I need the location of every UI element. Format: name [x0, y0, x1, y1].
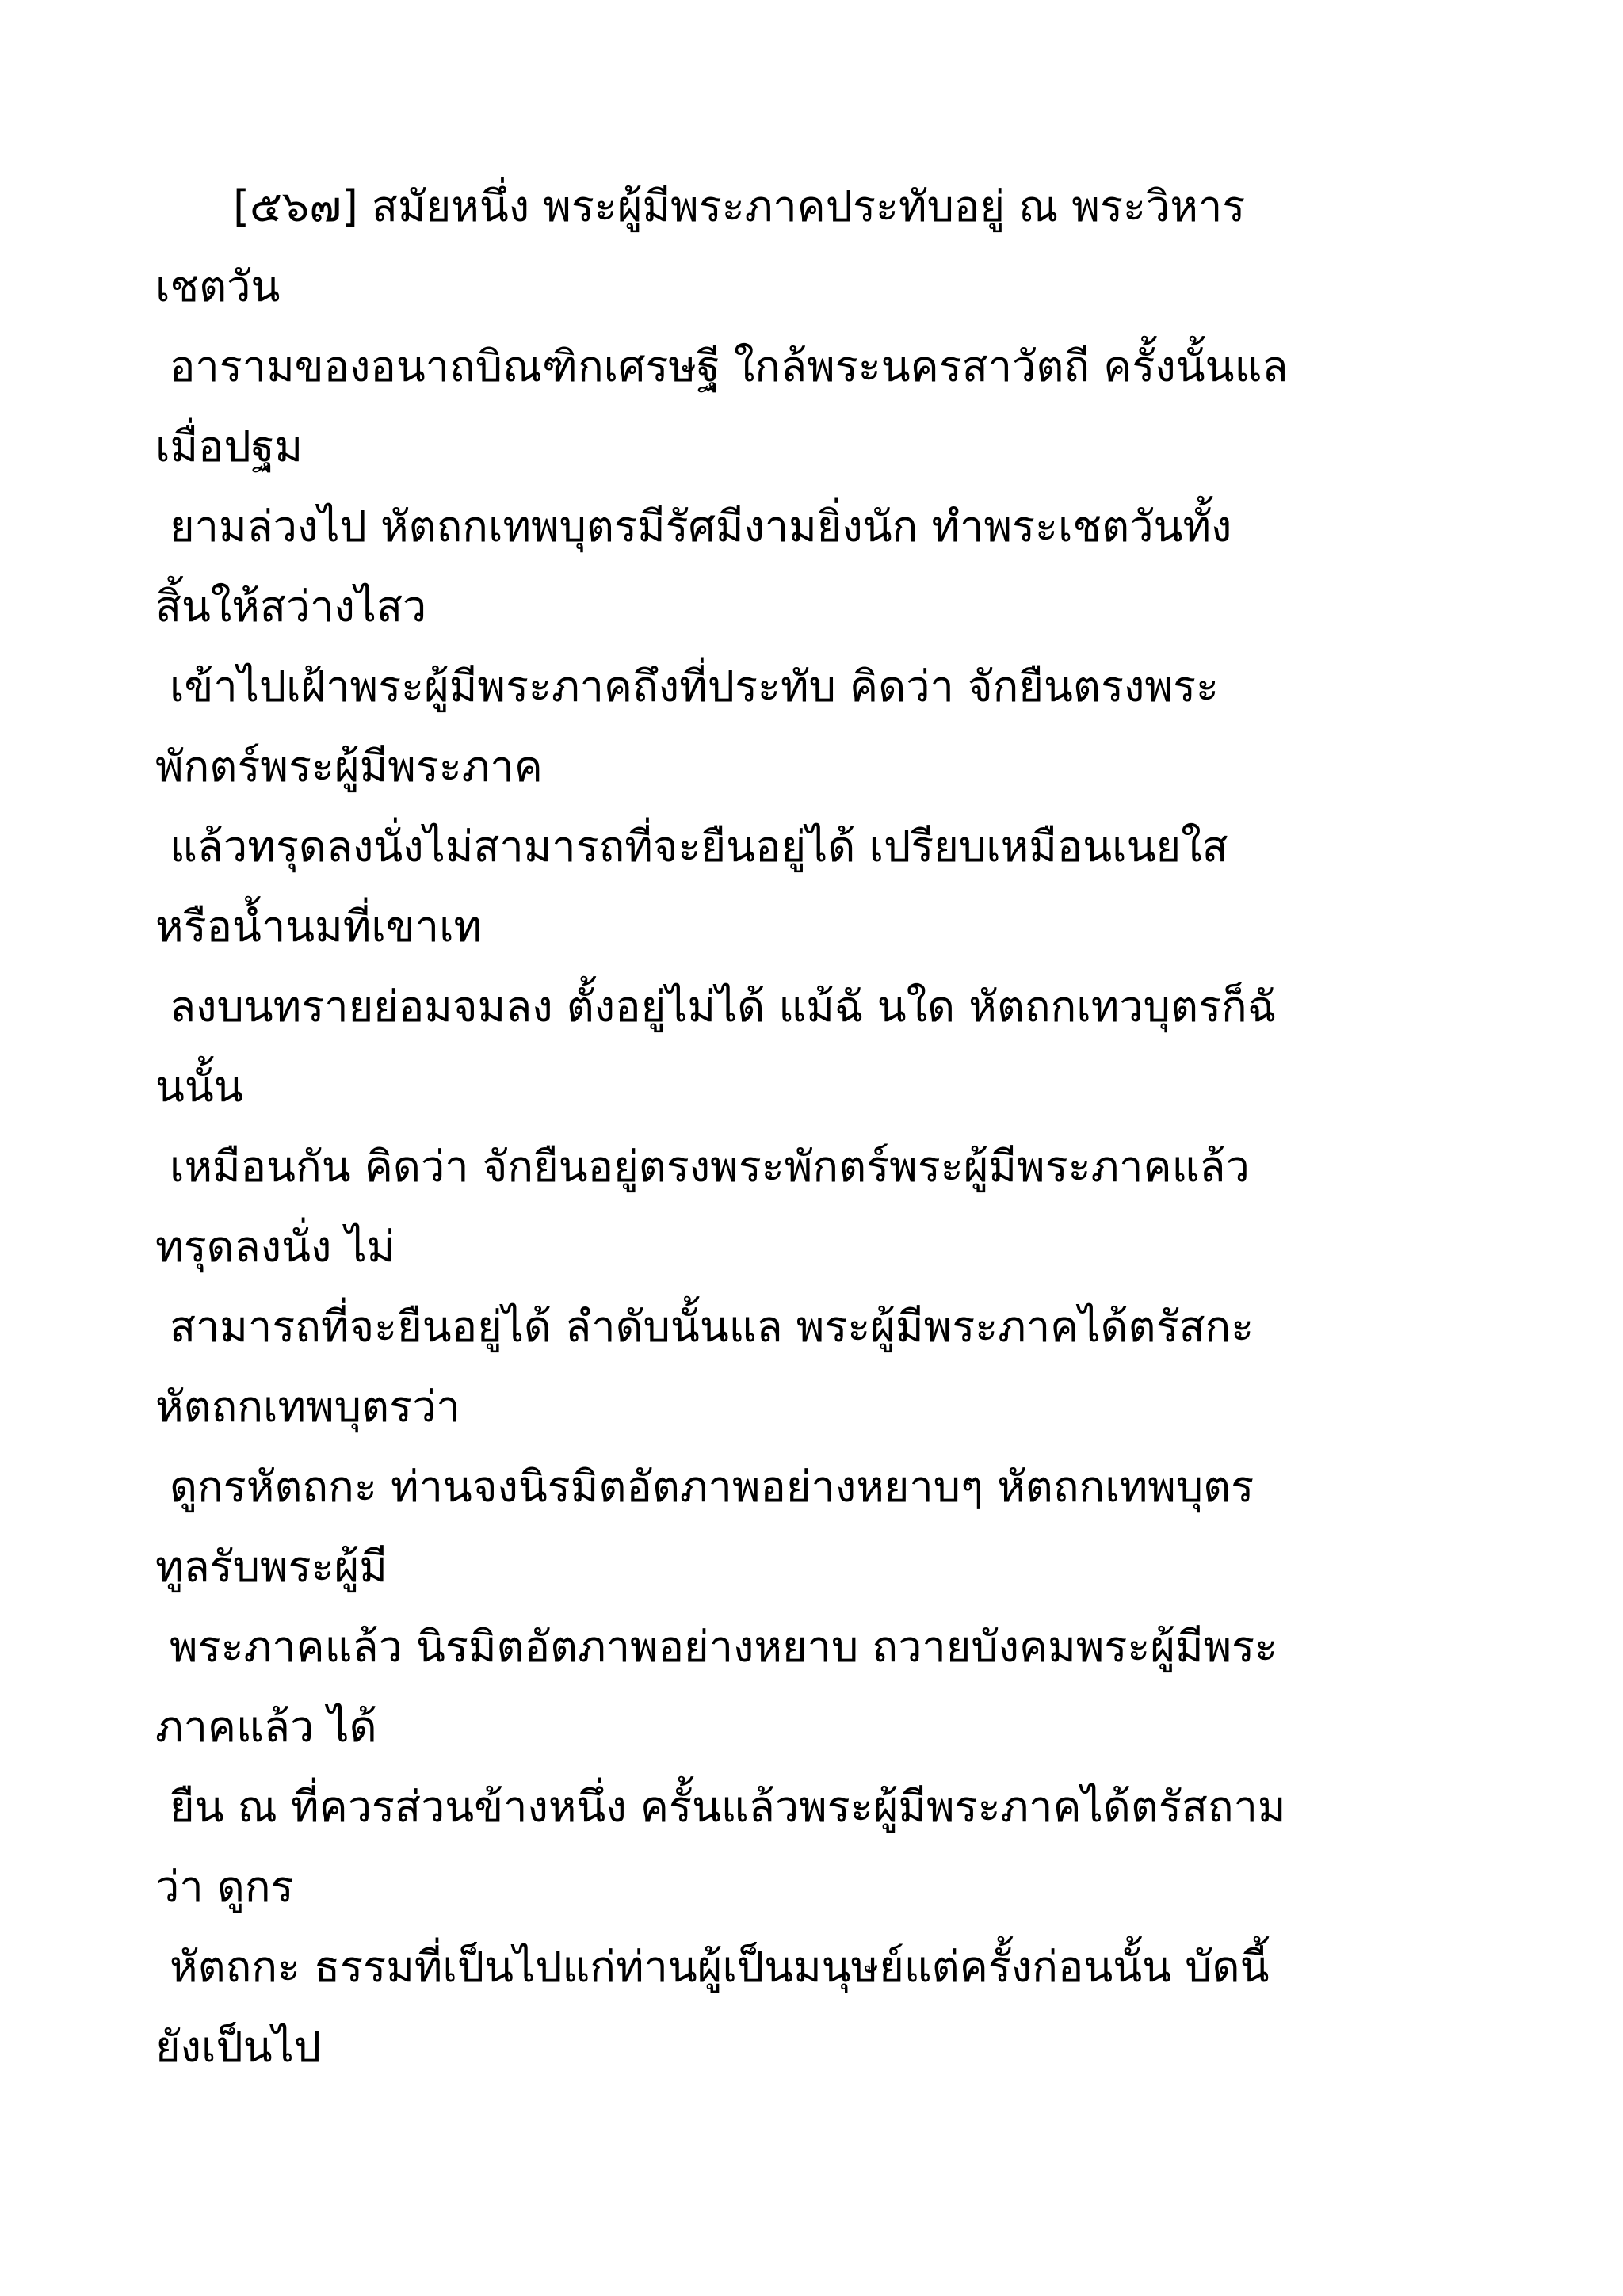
text-line: แล้วทรุดลงนั่งไม่สามารถที่จะยืนอยู่ได้ เปรียบเหมือนเนยใส — [170, 822, 1228, 871]
text-line: ว่า ดูกร — [155, 1862, 294, 1912]
text-line: ดูกรหัตถกะ ท่านจงนิรมิตอัตภาพอย่างหยาบๆ หัตถกเทพบุตร — [170, 1462, 1254, 1512]
text-line: เชตวัน — [155, 261, 281, 311]
text-line: หัตถกะ ธรรมที่เป็นไปแก่ท่านผู้เป็นมนุษย์แต่ครั้งก่อนนั้น บัดนี้ — [170, 1942, 1270, 1992]
text-line: ยังเป็นไป — [155, 2022, 322, 2072]
text-line: สามารถที่จะยืนอยู่ได้ ลำดับนั้นแล พระผู้มีพระภาคได้ตรัสกะ — [170, 1302, 1254, 1352]
text-line: พักตร์พระผู้มีพระภาค — [155, 742, 543, 791]
text-line: เมื่อปฐม — [155, 421, 304, 471]
text-line: ยามล่วงไป หัตถกเทพบุตรมีรัศมีงามยิ่งนัก ทำพระเชตวันทั้ง — [170, 502, 1232, 551]
text-line: ยืน ณ ที่ควรส่วนข้างหนึ่ง ครั้นแล้วพระผู้มีพระภาคได้ตรัสถาม — [170, 1782, 1286, 1832]
text-line: หรือน้ำนมที่เขาเท — [155, 902, 483, 952]
text-line: [๕๖๗] สมัยหนึ่ง พระผู้มีพระภาคประทับอยู่ ณ พระวิหาร — [233, 181, 1246, 231]
text-line: ทูลรับพระผู้มี — [155, 1542, 388, 1592]
text-line: ภาคแล้ว ได้ — [155, 1702, 377, 1752]
text-line: เข้าไปเฝ้าพระผู้มีพระภาคถึงที่ประทับ คิดว่า จักยืนตรงพระ — [170, 662, 1219, 711]
text-line: พระภาคแล้ว นิรมิตอัตภาพอย่างหยาบ ถวายบังคมพระผู้มีพระ — [170, 1622, 1278, 1672]
text-line: อารามของอนาถบิณฑิกเศรษฐี ใกล้พระนครสาวัตถี ครั้งนั้นแล — [170, 341, 1289, 391]
text-line: ทรุดลงนั่ง ไม่ — [155, 1222, 395, 1272]
text-line: สิ้นให้สว่างไสว — [155, 582, 427, 631]
text-line: เหมือนกัน คิดว่า จักยืนอยู่ตรงพระพักตร์พระผู้มีพระภาคแล้ว — [170, 1142, 1250, 1192]
text-line: ลงบนทรายย่อมจมลง ตั้งอยู่ไม่ได้ แม้ฉั นใด หัตถกเทวบุตรก็ฉั — [170, 982, 1277, 1032]
text-line: หัตถกเทพบุตรว่า — [155, 1382, 460, 1432]
body-text — [155, 166, 1487, 2087]
text-line: นนั้น — [155, 1062, 243, 1112]
